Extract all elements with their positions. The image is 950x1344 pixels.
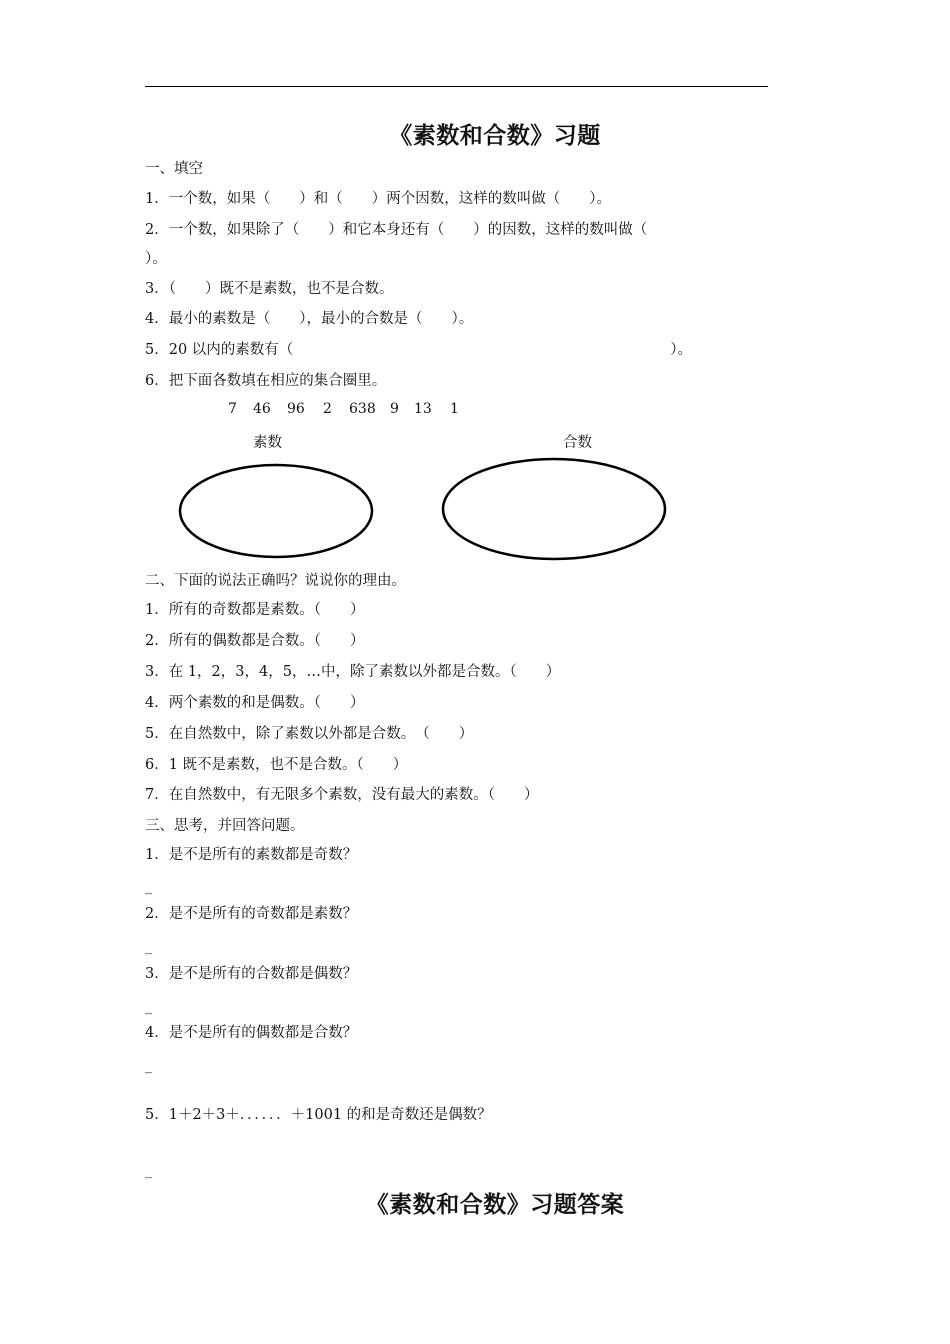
fill-item-2: 2．一个数，如果除了（ ）和它本身还有（ ）的因数，这样的数叫做（: [145, 222, 648, 238]
composite-set-label: 合数: [563, 435, 592, 451]
answer-blank: _: [145, 939, 152, 955]
number-item: 638: [349, 401, 376, 417]
judge-item-1: 1．所有的奇数都是素数。（ ）: [145, 602, 365, 618]
section-fill-heading: 一、填空: [145, 161, 203, 177]
composite-set-circle: [443, 459, 665, 559]
fill-item-3: 3．（ ）既不是素数，也不是合数。: [145, 281, 394, 297]
answer-title: 《素数和合数》习题答案: [365, 1191, 625, 1218]
page-title: 《素数和合数》习题: [389, 122, 601, 149]
fill-item-6: 6．把下面各数填在相应的集合圈里。: [145, 373, 387, 389]
prime-set-label: 素数: [253, 435, 282, 451]
judge-item-3: 3．在 1，2，3，4，5，…中，除了素数以外都是合数。（ ）: [145, 664, 561, 680]
judge-item-4: 4．两个素数的和是偶数。（ ）: [145, 695, 365, 711]
judge-item-5: 5．在自然数中，除了素数以外都是合数。 （ ）: [145, 726, 474, 742]
number-item: 96: [287, 401, 305, 417]
number-item: 13: [414, 401, 432, 417]
section-judge-heading: 二、下面的说法正确吗？说说你的理由。: [145, 573, 406, 589]
think-item-3: 3．是不是所有的合数都是偶数？: [145, 966, 358, 982]
number-item: 2: [323, 401, 332, 417]
think-item-5: 5．1＋2＋3＋．．．．．．＋1001 的和是奇数还是偶数？: [145, 1107, 492, 1123]
think-item-4: 4．是不是所有的偶数都是合数？: [145, 1025, 358, 1041]
number-item: 7: [228, 401, 237, 417]
judge-item-7: 7．在自然数中，有无限多个素数，没有最大的素数。（ ）: [145, 787, 539, 803]
fill-item-1: 1．一个数，如果（ ）和（ ）两个因数，这样的数叫做（ ）。: [145, 191, 611, 207]
think-item-1: 1．是不是所有的素数都是奇数？: [145, 847, 358, 863]
fill-item-2-cont: ）。: [145, 251, 167, 267]
number-item: 46: [253, 401, 271, 417]
number-item: 9: [390, 401, 399, 417]
answer-blank: _: [145, 999, 152, 1015]
judge-item-6: 6．1 既不是素数，也不是合数。（ ）: [145, 757, 408, 773]
prime-set-circle: [180, 465, 372, 557]
section-think-heading: 三、思考，并回答问题。: [145, 818, 305, 834]
fill-item-4: 4．最小的素数是（ ），最小的合数是（ ）。: [145, 311, 474, 327]
answer-blank: _: [145, 1163, 152, 1179]
answer-blank: _: [145, 1058, 152, 1074]
answer-blank: _: [145, 879, 152, 895]
number-item: 1: [450, 401, 459, 417]
fill-item-5: 5．20 以内的素数有（ ）。: [145, 342, 693, 358]
think-item-2: 2．是不是所有的奇数都是素数？: [145, 906, 358, 922]
set-circles: [0, 0, 950, 600]
judge-item-2: 2．所有的偶数都是合数。（ ）: [145, 633, 365, 649]
